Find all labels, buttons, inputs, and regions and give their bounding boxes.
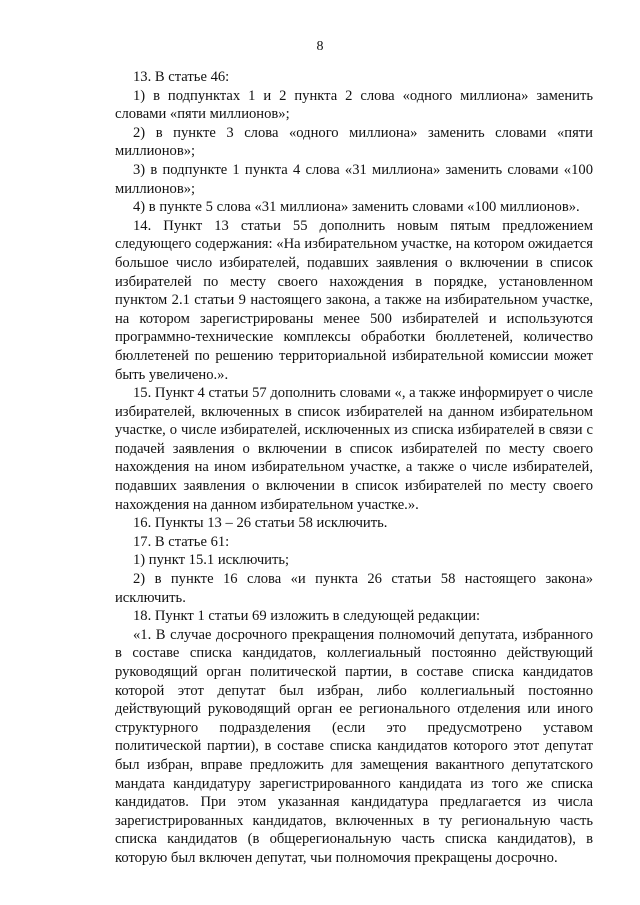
paragraph-17: 17. В статье 61: — [133, 533, 230, 550]
paragraph-13-2: 2) в пункте 3 слова «одного миллиона» заменить словами «пяти миллионов»; — [115, 124, 593, 160]
paragraph-16: 16. Пункты 13 – 26 статьи 58 исключить. — [133, 515, 388, 532]
paragraph-13-4: 4) в пункте 5 слова «31 миллиона» заменить словами «100 миллионов». — [133, 199, 580, 216]
paragraph-13-1: 1) в подпунктах 1 и 2 пункта 2 слова «одного миллиона» заменить словами «пяти миллионов»; — [115, 87, 593, 123]
paragraph-13-3: 3) в подпункте 1 пункта 4 слова «31 миллиона» заменить словами «100 миллионов»; — [115, 161, 593, 197]
paragraph-13: 13. В статье 46: — [133, 69, 230, 85]
paragraph-14: 14. Пункт 13 статьи 55 дополнить новым пятым предложением следующего содержания: «На избирательном участке, на котором ожидается большое число избирателей, подавших заявления о включении в список избирателей по месту своего нахождения в порядке, установленном пунктом 2.1 статьи 9 настоящего закона, а также на избирательном участке, на котором зарегистрированы менее 500 избирателей и используются программно-технические комплексы обработки бюллетеней, количество бюллетеней по решению территориальной избирательной комиссии может быть увеличено.». — [115, 217, 593, 383]
document-body — [115, 68, 593, 868]
paragraph-17-1: 1) пункт 15.1 исключить; — [133, 552, 290, 569]
paragraph-15: 15. Пункт 4 статьи 57 дополнить словами «, а также информирует о числе избирателей, включенных в список избирателей на данном избирательном участке, о числе избирателей, исключенных из списка избирателей в связи с подачей заявления о включении в список избирателей по месту своего нахождения на ином избирательном участке, а также о числе избирателей, подавших заявления о включении в список избирателей по месту своего нахождения на данном избирательном участке.». — [115, 385, 593, 513]
paragraph-18: 18. Пункт 1 статьи 69 изложить в следующей редакции: — [133, 608, 481, 625]
paragraph-18-text: «1. В случае досрочного прекращения полномочий депутата, избранного в составе списка кандидатов, коллегиальный постоянно действующий руководящий орган политической партии, в составе списка кандидатов которой этот депутат был избран, либо коллегиальный постоянно действующий руководящий орган ее регионального отделения или иного структурного подразделения (если это предусмотрено уставом политической партии), в составе списка кандидатов которого этот депутат был избран, вправе предложить для замещения вакантного депутатского мандата кандидатуру зарегистрированного кандидата из того же списка кандидатов. При этом указанная кандидатура предлагается из числа зарегистрированных кандидатов, включенных в ту региональную часть списка кандидатов (в общерегиональную часть списка кандидатов), в которую был включен депутат, чьи полномочия прекращены досрочно. — [115, 626, 593, 866]
page-number: 8 — [316, 39, 324, 54]
paragraph-17-2: 2) в пункте 16 слова «и пункта 26 статьи 58 настоящего закона» исключить. — [115, 571, 593, 606]
